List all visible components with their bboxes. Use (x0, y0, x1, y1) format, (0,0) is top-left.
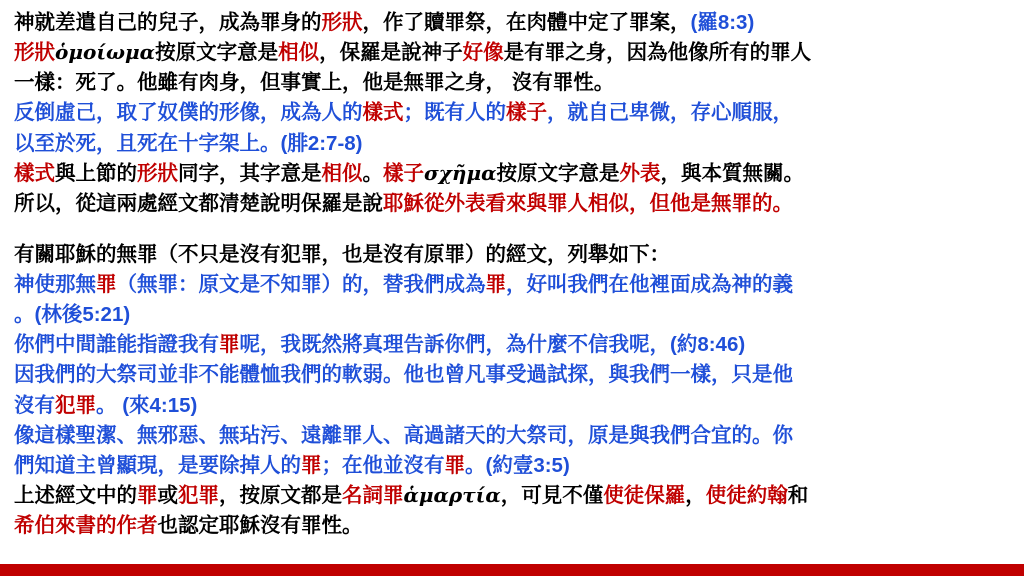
text-run-highlight: 罪 (301, 453, 322, 477)
paragraph-homoioma-cont (14, 68, 1010, 98)
text-run: 有關耶穌的無罪（不只是沒有犯罪，也是沒有原罪）的經文，列舉如下： (14, 242, 670, 266)
text-run: 神就差遣自己的兒子，成為罪身的 (14, 11, 322, 34)
text-run: 是有罪之身，因為他像所有的罪人 (503, 41, 812, 65)
text-run-highlight: 罪 (444, 453, 465, 477)
paragraph-homoioma (14, 38, 1010, 68)
paragraph-intro-sinless (14, 240, 1010, 270)
text-run-highlight: 相似 (278, 41, 320, 65)
text-run: 。 (96, 393, 123, 417)
greek-word-hamartia: ἁμαρτία (403, 482, 501, 507)
text-run-highlight: 外表 (619, 161, 661, 185)
paragraph-heb415 (14, 360, 1010, 390)
text-run-highlight: 希伯來書的作者 (14, 514, 158, 537)
text-run-reference: (約8:46) (670, 333, 746, 357)
paragraph-heb726 (14, 421, 1010, 451)
text-run: 沒有 (14, 393, 55, 417)
text-run: ，保羅是說神子 (319, 41, 463, 65)
text-run-highlight: 樣子 (383, 161, 424, 185)
text-run: 反倒虛己，取了奴僕的形像，成為人的 (14, 101, 363, 125)
text-run: 與上節的 (55, 161, 137, 185)
text-run: 所以，從這兩處經文都清楚說明保羅是說 (14, 191, 383, 215)
text-run: 按原文字意是 (496, 161, 620, 185)
text-run: 們知道主曾顯現，是要除掉人的 (14, 453, 301, 477)
paragraph-conclusion-paul (14, 189, 1010, 219)
text-run: 上述經文中的 (14, 483, 137, 507)
text-run: 一樣：死了。他雖有肉身，但事實上，他是無罪之身， 沒有罪性。 (14, 71, 615, 95)
text-run-highlight: 使徒約翰 (705, 483, 788, 507)
text-run-highlight: 形狀 (321, 11, 363, 34)
paragraph-2cor-cont (14, 300, 1010, 330)
text-run: 或 (157, 483, 178, 507)
text-run: （無罪：原文是不知罪）的，替我們成為 (116, 273, 486, 296)
text-run: ，就自己卑微，存心順服， (547, 101, 793, 125)
paragraph-2cor (14, 270, 1010, 300)
text-run-highlight: 樣子 (506, 101, 547, 125)
text-run-highlight: 犯罪 (178, 483, 219, 507)
text-run: 因我們的大祭司並非不能體恤我們的軟弱。他也曾凡事受過試探，與我們一樣，只是他 (14, 363, 793, 387)
text-run: 神使那無 (14, 273, 96, 296)
text-run-highlight: 罪 (485, 273, 506, 296)
text-run-highlight: 樣式 (14, 161, 55, 185)
text-run-highlight: 使徒保羅 (603, 483, 686, 507)
paragraph-spacer (14, 219, 1010, 240)
paragraph-john846 (14, 330, 1010, 360)
text-run-highlight: 好像 (462, 41, 504, 65)
paragraph-philippians (14, 98, 1010, 128)
text-run: ，好叫我們在他裡面成為神的義 (506, 273, 793, 296)
text-run: 。 (465, 453, 486, 477)
text-run-reference: (來4:15) (122, 393, 198, 417)
text-run-reference: (林後5:21) (34, 303, 131, 327)
text-run-reference: (腓2:7-8) (280, 131, 363, 155)
text-run-highlight: 形狀 (137, 161, 178, 185)
paragraph-hamartia (14, 481, 1010, 511)
slide-body-text (14, 8, 1010, 541)
greek-word-homoioma: ὁμοίωμα (55, 40, 156, 65)
text-run-highlight: 形狀 (14, 41, 55, 65)
text-run: 像這樣聖潔、無邪惡、無玷污、遠離罪人、高過諸天的大祭司，原是與我們合宜的。你 (14, 423, 793, 447)
text-run: ，按原文都是 (219, 483, 342, 507)
paragraph-philippians-cont (14, 129, 1010, 159)
text-run-highlight: 罪 (137, 483, 158, 507)
text-run: 呢，我既然將真理告訴你們，為什麼不信我呢， (239, 333, 670, 357)
text-run-highlight: 耶穌從外表看來與罪人相似，但他是無罪的。 (383, 191, 793, 215)
text-run: ，作了贖罪祭，在肉體中定了罪案， (362, 11, 691, 34)
text-run-highlight: 罪 (219, 333, 240, 357)
text-run: 。 (14, 303, 35, 327)
text-run: 按原文字意是 (155, 41, 279, 65)
greek-word-schema: σχῆμα (424, 160, 497, 185)
text-run: 。 (362, 161, 383, 185)
text-run-highlight: 樣式 (362, 101, 404, 125)
text-run-highlight: 罪 (96, 273, 117, 296)
text-run: ；既有人的 (403, 101, 506, 125)
text-run: 同字，其字意是 (178, 161, 322, 185)
text-run: 以至於死，且死在十字架上。 (14, 131, 281, 155)
bottom-accent-bar (0, 564, 1024, 576)
text-run-highlight: 犯罪 (55, 393, 96, 417)
text-run: 和 (787, 483, 809, 507)
text-run: 也認定耶穌沒有罪性。 (157, 514, 363, 537)
text-run: ；在他並沒有 (321, 453, 445, 477)
paragraph-schema (14, 159, 1010, 189)
text-run-highlight: 相似 (321, 161, 363, 185)
paragraph-heb415-cont (14, 391, 1010, 421)
paragraph-romans (14, 8, 1010, 38)
paragraph-hamartia-cont (14, 511, 1010, 541)
text-run: ， (685, 483, 706, 507)
text-run-reference: (羅8:3) (690, 11, 755, 34)
text-run: 你們中間誰能指證我有 (14, 333, 219, 357)
text-run-reference: (約壹3:5) (485, 453, 570, 477)
text-run: ，與本質無關。 (660, 161, 804, 185)
paragraph-1john35 (14, 451, 1010, 481)
text-run-highlight: 名詞罪 (342, 483, 404, 507)
text-run: ，可見不僅 (500, 483, 604, 507)
